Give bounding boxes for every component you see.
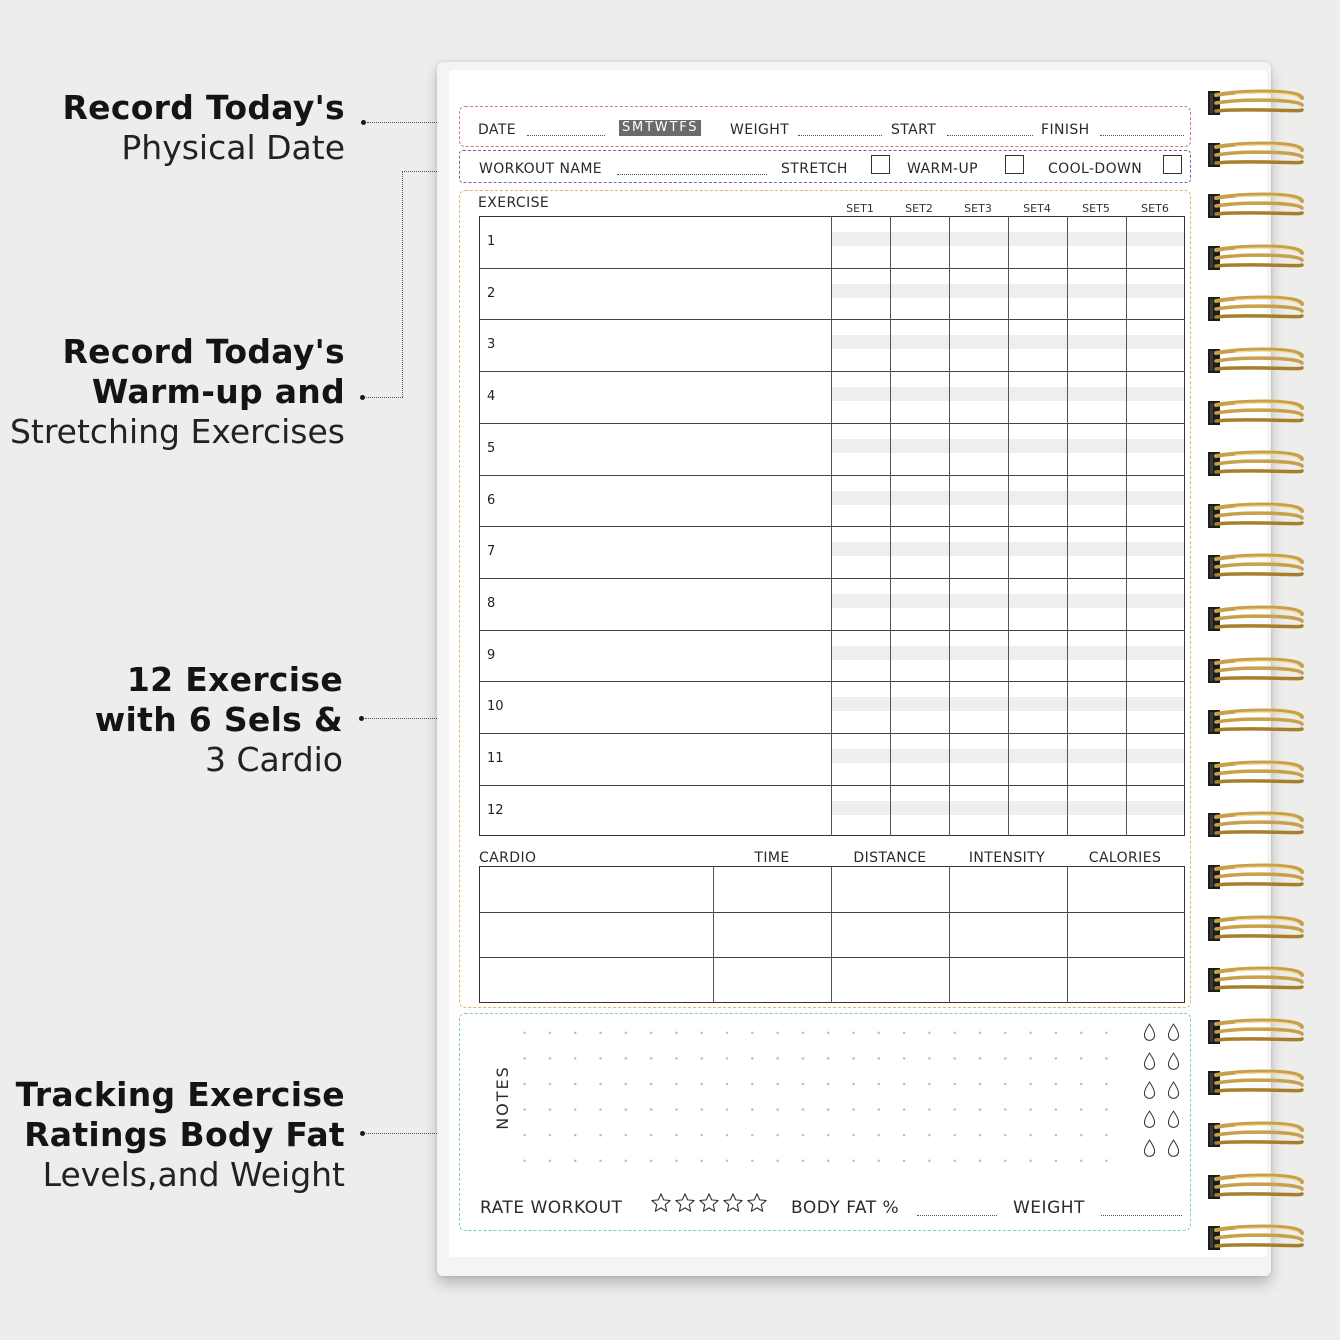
cooldown-checkbox[interactable]: [1163, 155, 1182, 174]
row-number: 9: [487, 647, 496, 663]
water-drop-icon[interactable]: [1143, 1081, 1156, 1100]
exercise-label: EXERCISE: [478, 195, 550, 211]
water-drop-icon[interactable]: [1143, 1139, 1156, 1158]
set-label-5: SET5: [1082, 202, 1110, 215]
row-number: 12: [487, 802, 504, 818]
date-label: DATE: [478, 122, 517, 138]
column-divider: [890, 216, 891, 836]
water-drop-icon[interactable]: [1143, 1110, 1156, 1129]
spiral-ring-icon: [1206, 707, 1306, 737]
start-label: START: [891, 122, 937, 138]
spiral-ring-icon: [1206, 552, 1306, 582]
cooldown-label: COOL-DOWN: [1048, 161, 1143, 177]
table-row[interactable]: [479, 268, 1185, 320]
callout-tracking: [0, 1075, 345, 1195]
callout-warmup-subtitle: Stretching Exercises: [9, 412, 345, 451]
star-icon[interactable]: [698, 1192, 720, 1214]
spiral-ring-icon: [1206, 1120, 1306, 1150]
callout-warmup-title-2: Warm-up and: [91, 372, 345, 411]
cardio-col-calories: CALORIES: [1088, 850, 1162, 866]
stretch-label: STRETCH: [781, 161, 848, 177]
callout-date: [0, 88, 345, 168]
callout-warmup-title-1: Record Today's: [62, 332, 345, 371]
workout-name-line[interactable]: [617, 174, 767, 175]
table-row[interactable]: [479, 216, 1185, 268]
table-row[interactable]: [479, 630, 1185, 682]
row-number: 1: [487, 234, 496, 249]
star-icon[interactable]: [746, 1192, 768, 1214]
spiral-ring-icon: [1206, 1017, 1306, 1047]
row-divider: [479, 319, 1185, 320]
stretch-checkbox[interactable]: [871, 155, 890, 174]
table-row[interactable]: [479, 319, 1185, 371]
spiral-ring-icon: [1206, 965, 1306, 995]
callout-exercise-leader: [365, 718, 445, 719]
set-label-2: SET2: [905, 202, 933, 215]
row-number: 5: [487, 440, 496, 456]
warmup-checkbox[interactable]: [1005, 155, 1024, 174]
water-drop-icon[interactable]: [1167, 1110, 1180, 1129]
spiral-ring-icon: [1206, 656, 1306, 686]
callout-date-subtitle: Physical Date: [121, 128, 345, 167]
callout-tracking-subtitle: Levels,and Weight: [42, 1155, 345, 1194]
spiral-ring-icon: [1206, 243, 1306, 273]
column-divider: [1067, 216, 1068, 836]
row-divider: [479, 371, 1185, 372]
row-divider: [479, 681, 1185, 682]
spiral-ring-icon: [1206, 398, 1306, 428]
spiral-ring-icon: [1206, 1172, 1306, 1202]
table-row[interactable]: [479, 785, 1185, 837]
set-label-6: SET6: [1141, 202, 1169, 215]
table-row[interactable]: [479, 423, 1185, 475]
set-label-4: SET4: [1023, 202, 1051, 215]
weight-label: WEIGHT: [730, 122, 790, 138]
row-number: 10: [487, 699, 504, 715]
spiral-ring-icon: [1206, 604, 1306, 634]
spiral-ring-icon: [1206, 759, 1306, 789]
row-number: 7: [487, 544, 496, 560]
star-icon[interactable]: [650, 1192, 672, 1214]
cardio-col-time: TIME: [754, 850, 790, 866]
row-divider: [479, 785, 1185, 786]
callout-date-dot: [361, 120, 366, 125]
spiral-ring-icon: [1206, 191, 1306, 221]
row-divider: [479, 423, 1185, 424]
rating-stars: [650, 1192, 770, 1218]
water-drop-icon[interactable]: [1143, 1023, 1156, 1042]
set-label-1: SET1: [846, 202, 874, 215]
water-drop-icon[interactable]: [1167, 1139, 1180, 1158]
date-line[interactable]: [527, 135, 605, 136]
cardio-label: CARDIO: [479, 850, 537, 866]
row-number: 4: [487, 389, 496, 405]
star-icon[interactable]: [674, 1192, 696, 1214]
callout-warmup-dot: [360, 395, 365, 400]
row-number: 8: [487, 595, 496, 611]
spiral-ring-icon: [1206, 88, 1306, 118]
callout-warmup-leader-a: [366, 397, 403, 398]
water-drop-icon[interactable]: [1167, 1081, 1180, 1100]
table-row[interactable]: [479, 578, 1185, 630]
spiral-ring-icon: [1206, 346, 1306, 376]
callout-exercise-dot: [359, 716, 364, 721]
row-number: 2: [487, 285, 496, 301]
spiral-ring-icon: [1206, 449, 1306, 479]
row-number: 3: [487, 337, 496, 353]
bottom-weight-line[interactable]: [1101, 1215, 1182, 1216]
row-divider: [479, 578, 1185, 579]
cardio-row[interactable]: [479, 957, 1185, 1002]
callout-warmup: [0, 332, 345, 452]
finish-label: FINISH: [1041, 122, 1090, 138]
water-drop-icon[interactable]: [1167, 1023, 1180, 1042]
row-divider: [479, 526, 1185, 527]
star-icon[interactable]: [722, 1192, 744, 1214]
water-drop-icon[interactable]: [1143, 1052, 1156, 1071]
column-divider: [1126, 216, 1127, 836]
start-line[interactable]: [947, 135, 1033, 136]
row-divider: [479, 475, 1185, 476]
weight-line[interactable]: [798, 135, 882, 136]
row-number: 6: [487, 492, 496, 508]
water-tracker: [1138, 1021, 1190, 1166]
callout-exercise-title-2: with 6 Sels &: [94, 700, 343, 739]
workout-name-label: WORKOUT NAME: [479, 161, 603, 177]
table-row[interactable]: [479, 371, 1185, 423]
spiral-ring-icon: [1206, 140, 1306, 170]
spiral-ring-icon: [1206, 862, 1306, 892]
cardio-col-intensity: INTENSITY: [968, 850, 1046, 866]
water-drop-icon[interactable]: [1167, 1052, 1180, 1071]
table-row[interactable]: [479, 475, 1185, 527]
spiral-ring-icon: [1206, 914, 1306, 944]
callout-tracking-title-2: Ratings Body Fat: [24, 1115, 345, 1154]
callout-warmup-leader-b: [402, 171, 403, 397]
notes-label: NOTES: [492, 1065, 512, 1130]
set-label-3: SET3: [964, 202, 992, 215]
spiral-ring-icon: [1206, 810, 1306, 840]
bottom-weight-label: WEIGHT: [1013, 1198, 1085, 1218]
callout-date-leader: [367, 122, 445, 123]
notes-dot-grid[interactable]: [512, 1020, 1122, 1180]
cardio-col-distance: DISTANCE: [853, 850, 927, 866]
column-divider: [831, 216, 832, 836]
callout-tracking-title-1: Tracking Exercise: [15, 1075, 345, 1114]
table-row[interactable]: [479, 681, 1185, 733]
weekday-selector[interactable]: SMTWTFS: [619, 120, 701, 136]
callout-exercise-title-1: 12 Exercise: [126, 660, 343, 699]
spiral-ring-icon: [1206, 294, 1306, 324]
warmup-label: WARM-UP: [907, 161, 979, 177]
callout-exercise-subtitle: 3 Cardio: [204, 740, 343, 779]
column-divider: [949, 216, 950, 836]
cardio-row[interactable]: [479, 866, 1185, 911]
body-fat-label: BODY FAT %: [791, 1198, 900, 1218]
finish-line[interactable]: [1100, 135, 1184, 136]
body-fat-line[interactable]: [917, 1215, 997, 1216]
callout-date-title: Record Today's: [62, 88, 345, 127]
table-row[interactable]: [479, 733, 1185, 785]
row-divider: [479, 733, 1185, 734]
callout-tracking-leader: [366, 1133, 445, 1134]
table-row[interactable]: [479, 526, 1185, 578]
column-divider: [1008, 216, 1009, 836]
row-divider: [479, 630, 1185, 631]
row-divider: [479, 268, 1185, 269]
spiral-ring-icon: [1206, 1223, 1306, 1253]
spiral-ring-icon: [1206, 501, 1306, 531]
spiral-ring-icon: [1206, 1068, 1306, 1098]
cardio-row[interactable]: [479, 912, 1185, 957]
row-number: 11: [487, 751, 504, 766]
callout-tracking-dot: [360, 1131, 365, 1136]
callout-exercise: [0, 660, 343, 780]
rate-workout-label: RATE WORKOUT: [480, 1198, 623, 1218]
